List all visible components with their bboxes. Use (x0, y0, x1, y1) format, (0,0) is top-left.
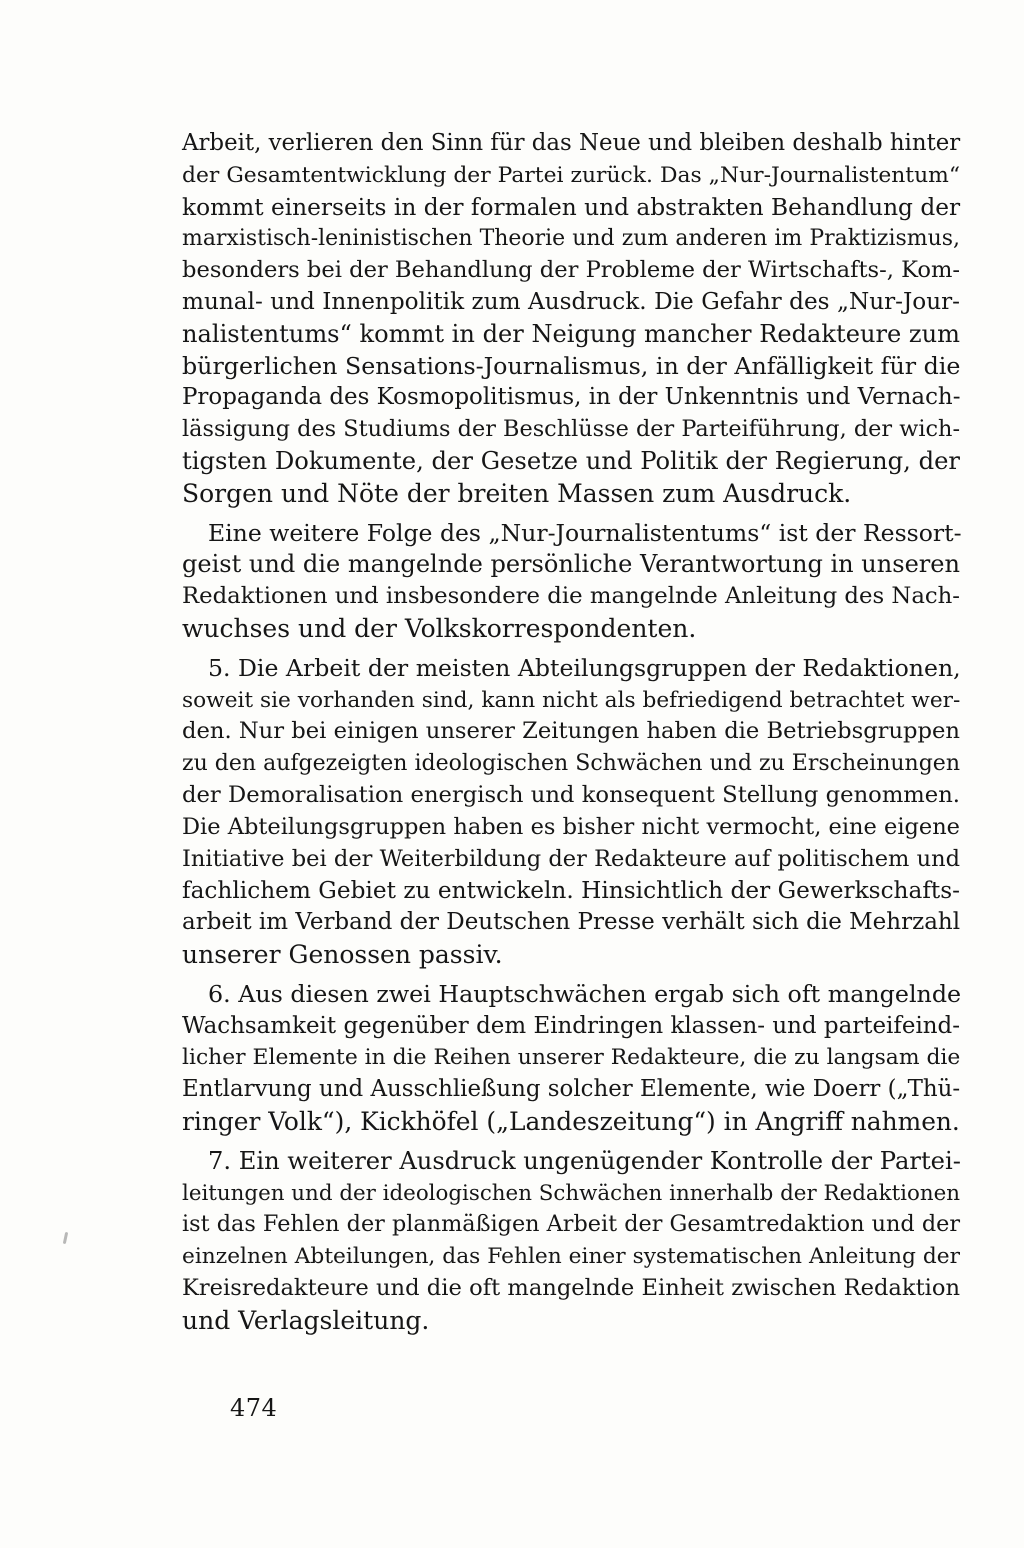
text-line: einzelnen Abteilungen, das Fehlen einer systematischen Anleitung der (182, 1244, 960, 1270)
text-line: soweit sie vorhanden sind, kann nicht als befriedigend betrachtet wer- (182, 687, 961, 713)
paragraph-3 (182, 653, 960, 971)
text-line: und Verlagsleitung. (182, 1305, 430, 1335)
paragraph-1 (182, 128, 960, 510)
text-line: licher Elemente in die Reihen unserer Redakteure, die zu langsam die (182, 1045, 961, 1071)
paragraph-4 (182, 979, 960, 1138)
text-line: 5. Die Arbeit der meisten Abteilungsgruppen der Redaktionen, (208, 653, 961, 682)
text-line: Propaganda des Kosmopolitismus, in der Unkenntnis und Vernach- (182, 384, 961, 411)
text-line: Redaktionen und insbesondere die mangelnde Anleitung des Nach- (182, 583, 960, 610)
paragraph-2 (182, 518, 960, 645)
text-line: nalistentums“ kommt in der Neigung mancher Redakteure zum (182, 319, 960, 348)
text-line: geist und die mangelnde persönliche Verantwortung in unseren (182, 550, 960, 579)
text-line: der Gesamtentwicklung der Partei zurück. Das „Nur-Journalistentum“ (182, 162, 960, 188)
text-line: ringer Volk“), Kickhöfel („Landeszeitung“) in Angriff nahmen. (182, 1106, 960, 1136)
text-line: unserer Genossen passiv. (182, 939, 503, 969)
text-line: den. Nur bei einigen unserer Zeitungen haben die Betriebsgruppen (182, 718, 960, 745)
text-line: Wachsamkeit gegenüber dem Eindringen klassen- und parteifeind- (182, 1012, 960, 1039)
text-line: tigsten Dokumente, der Gesetze und Politik der Regierung, der (182, 446, 960, 475)
text-line: Kreisredakteure und die oft mangelnde Einheit zwischen Redaktion (182, 1274, 960, 1301)
text-line: munal- und Innenpolitik zum Ausdruck. Die Gefahr des „Nur-Jour- (182, 288, 960, 315)
text-line: Die Abteilungsgruppen haben es bisher nicht vermocht, eine eigene (182, 813, 960, 840)
text-line: Arbeit, verlieren den Sinn für das Neue und bleiben deshalb hinter (182, 130, 961, 156)
text-line: arbeit im Verband der Deutschen Presse verhält sich die Mehrzahl (182, 909, 961, 936)
text-line: Sorgen und Nöte der breiten Massen zum Ausdruck. (182, 478, 852, 508)
text-line: Initiative bei der Weiterbildung der Redakteure auf politischem und (182, 845, 960, 872)
text-line: leitungen und der ideologischen Schwächen innerhalb der Redaktionen (182, 1180, 960, 1206)
paragraph-5 (182, 1146, 960, 1337)
text-line: 7. Ein weiterer Ausdruck ungenügender Kontrolle der Partei- (208, 1146, 961, 1175)
text-line: wuchses und der Volkskorrespondenten. (182, 613, 697, 643)
text-line: fachlichem Gebiet zu entwickeln. Hinsichtlich der Gewerkschafts- (182, 877, 960, 905)
page-number: 474 (230, 1394, 278, 1422)
text-line: bürgerlichen Sensations-Journalismus, in der Anfälligkeit für die (182, 351, 961, 380)
text-line: 6. Aus diesen zwei Hauptschwächen ergab sich oft mangelnde (208, 979, 962, 1008)
text-line: Eine weitere Folge des „Nur-Journalistentums“ ist der Ressort- (208, 518, 962, 547)
body-text (182, 128, 960, 1344)
text-line: marxistisch-leninistischen Theorie und zum anderen im Praktizismus, (182, 226, 960, 252)
text-line: der Demoralisation energisch und konsequent Stellung genommen. (182, 781, 960, 808)
text-line: ist das Fehlen der planmäßigen Arbeit der Gesamtredaktion und der (182, 1211, 960, 1238)
text-line: zu den aufgezeigten ideologischen Schwächen und zu Erscheinungen (182, 751, 960, 777)
text-line: kommt einerseits in der formalen und abstrakten Behandlung der (182, 193, 961, 221)
text-line: Entlarvung und Ausschließung solcher Elemente, wie Doerr („Thü- (182, 1076, 961, 1103)
margin-speck (63, 1232, 68, 1244)
text-line: lässigung des Studiums der Beschlüsse der Parteiführung, der wich- (182, 416, 960, 443)
text-line: besonders bei der Behandlung der Probleme der Wirtschafts-, Kom- (182, 257, 960, 284)
